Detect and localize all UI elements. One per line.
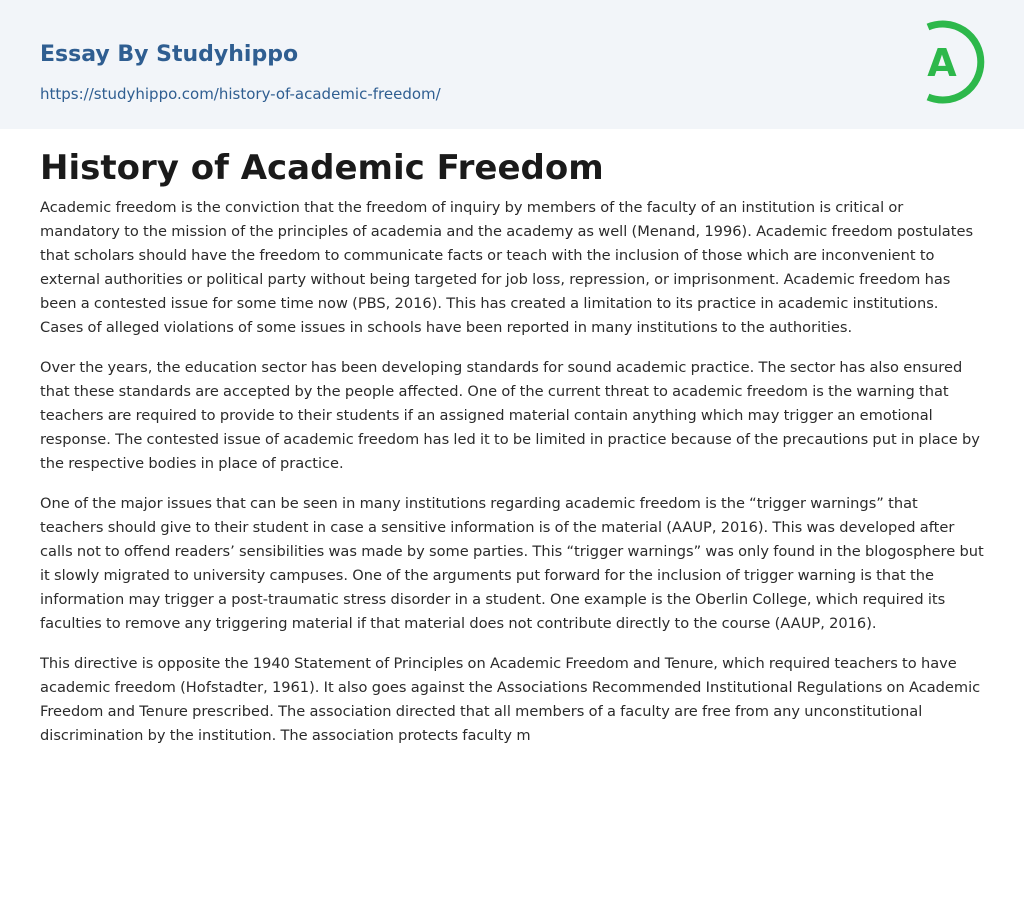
site-header	[0, 0, 1024, 129]
site-brand: Essay By Studyhippo	[40, 42, 299, 67]
article	[0, 148, 1024, 907]
studyhippo-logo-icon	[913, 19, 985, 105]
paragraph-2: Over the years, the education sector has been developing standards for sound academic practice. The sector has also ensured that these standards are accepted by the people affected. One of the current threat to academic freedom is the warning that teachers are required to provide to their students if an assigned material contain anything which may trigger an emotional response. The contested issue of academic freedom has led it to be limited in practice because of the precautions put in place by the respective bodies in place of practice.	[40, 359, 980, 472]
paragraph-4: This directive is opposite the 1940 Statement of Principles on Academic Freedom and Tenure, which required teachers to have academic freedom (Hofstadter, 1961). It also goes against the Associations Recommended Institutional Regulations on Academic Freedom and Tenure prescribed. The association directed that all members of a faculty are free from any unconstitutional discrimination by the institution. The association protects faculty m	[40, 655, 981, 744]
paragraph-1: Academic freedom is the conviction that the freedom of inquiry by members of the faculty of an institution is critical or mandatory to the mission of the principles of academia and the academy as well (Menand, 1996). Academic freedom postulates that scholars should have the freedom to communicate facts or teach with the inclusion of those which are inconvenient to external authorities or political party without being targeted for job loss, repression, or imprisonment. Academic freedom has been a contested issue for some time now (PBS, 2016). This has created a limitation to its practice in academic institutions. Cases of alleged violations of some issues in schools have been reported in many institutions to the authorities.	[40, 199, 974, 336]
page-title: History of Academic Freedom	[40, 148, 604, 188]
logo-letter: A	[927, 41, 957, 85]
essay-url-link[interactable]: https://studyhippo.com/history-of-academic-freedom/	[40, 85, 441, 103]
paragraph-3: One of the major issues that can be seen in many institutions regarding academic freedom is the “trigger warnings” that teachers should give to their student in case a sensitive information is of the material (AAUP, 2016). This was developed after calls not to offend readers’ sensibilities was made by some parties. This “trigger warnings” was only found in the blogosphere but it slowly migrated to university campuses. One of the arguments put forward for the inclusion of trigger warning is that the information may trigger a post-traumatic stress disorder in a student. One example is the Oberlin College, which required its faculties to remove any triggering material if that material does not contribute directly to the course (AAUP, 2016).	[40, 495, 984, 632]
truncated-paragraph-container	[40, 652, 984, 907]
